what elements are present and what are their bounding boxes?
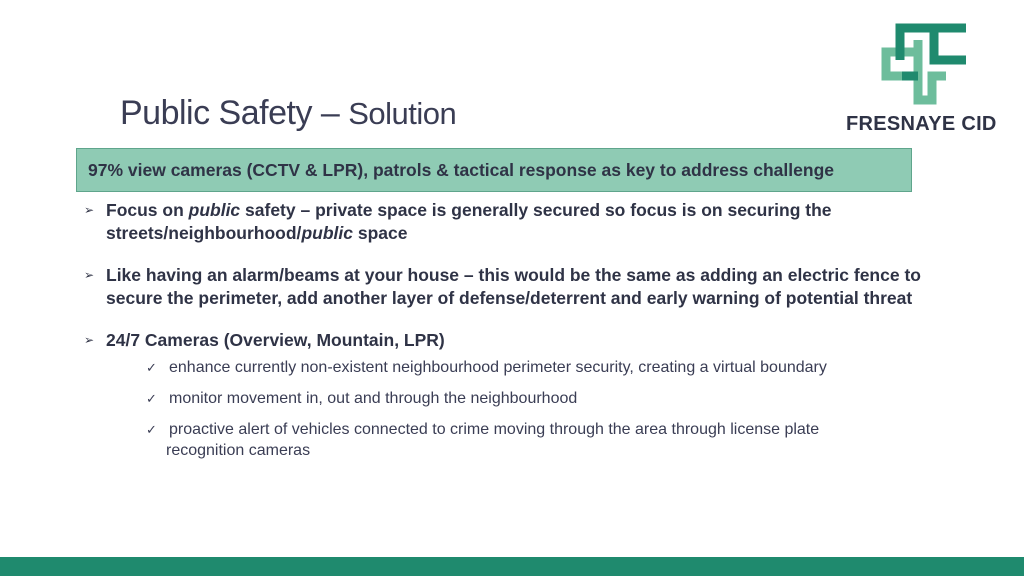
footer-bar xyxy=(0,557,1024,576)
title-sub: Solution xyxy=(348,96,457,131)
arrowhead-bullet-icon: ➢ xyxy=(84,203,95,217)
check-mark-icon: ✓ xyxy=(146,391,157,406)
sub-bullet-item: ✓ enhance currently non-existent neighbourhood perimeter security, creating a virtual boundary xyxy=(146,359,827,376)
check-mark-icon: ✓ xyxy=(146,360,157,375)
logo xyxy=(846,16,1004,140)
arrowhead-bullet-icon: ➢ xyxy=(84,333,95,347)
key-message-text: 97% view cameras (CCTV & LPR), patrols & tactical response as key to address challenge xyxy=(88,159,834,180)
bullet-item: ➢ 24/7 Cameras (Overview, Mountain, LPR) ✓ enhance currently non-existent neighbourhood perimeter security, creating a virtual boundary ✓ monitor movement in, out and through the neighbourhood ✓ proactive alert of vehicles connected to crime moving through the area through license plate recognition cameras xyxy=(84,329,964,461)
bullet-item: ➢ Focus on public safety – private space is generally secured so focus is on securing the streets/neighbourhood/public space xyxy=(84,200,832,243)
sub-bullet-list xyxy=(106,357,964,461)
bullet-list xyxy=(84,199,964,471)
arrowhead-bullet-icon: ➢ xyxy=(84,268,95,282)
key-message-box xyxy=(76,148,912,192)
sub-bullet-item: ✓ proactive alert of vehicles connected to crime moving through the area through license plate recognition cameras xyxy=(146,421,820,459)
title-main: Public Safety – xyxy=(120,94,349,132)
sub-bullet-item: ✓ monitor movement in, out and through the neighbourhood xyxy=(146,390,578,407)
logo-text: FRESNAYE CID xyxy=(846,113,997,135)
bullet-item: ➢ Like having an alarm/beams at your house – this would be the same as adding an electric fence to secure the perimeter, add another layer of defense/deterrent and early warning of potential threat xyxy=(84,265,921,308)
check-mark-icon: ✓ xyxy=(146,422,157,437)
fresnaye-logo-icon xyxy=(880,16,972,108)
page-title xyxy=(120,94,456,133)
